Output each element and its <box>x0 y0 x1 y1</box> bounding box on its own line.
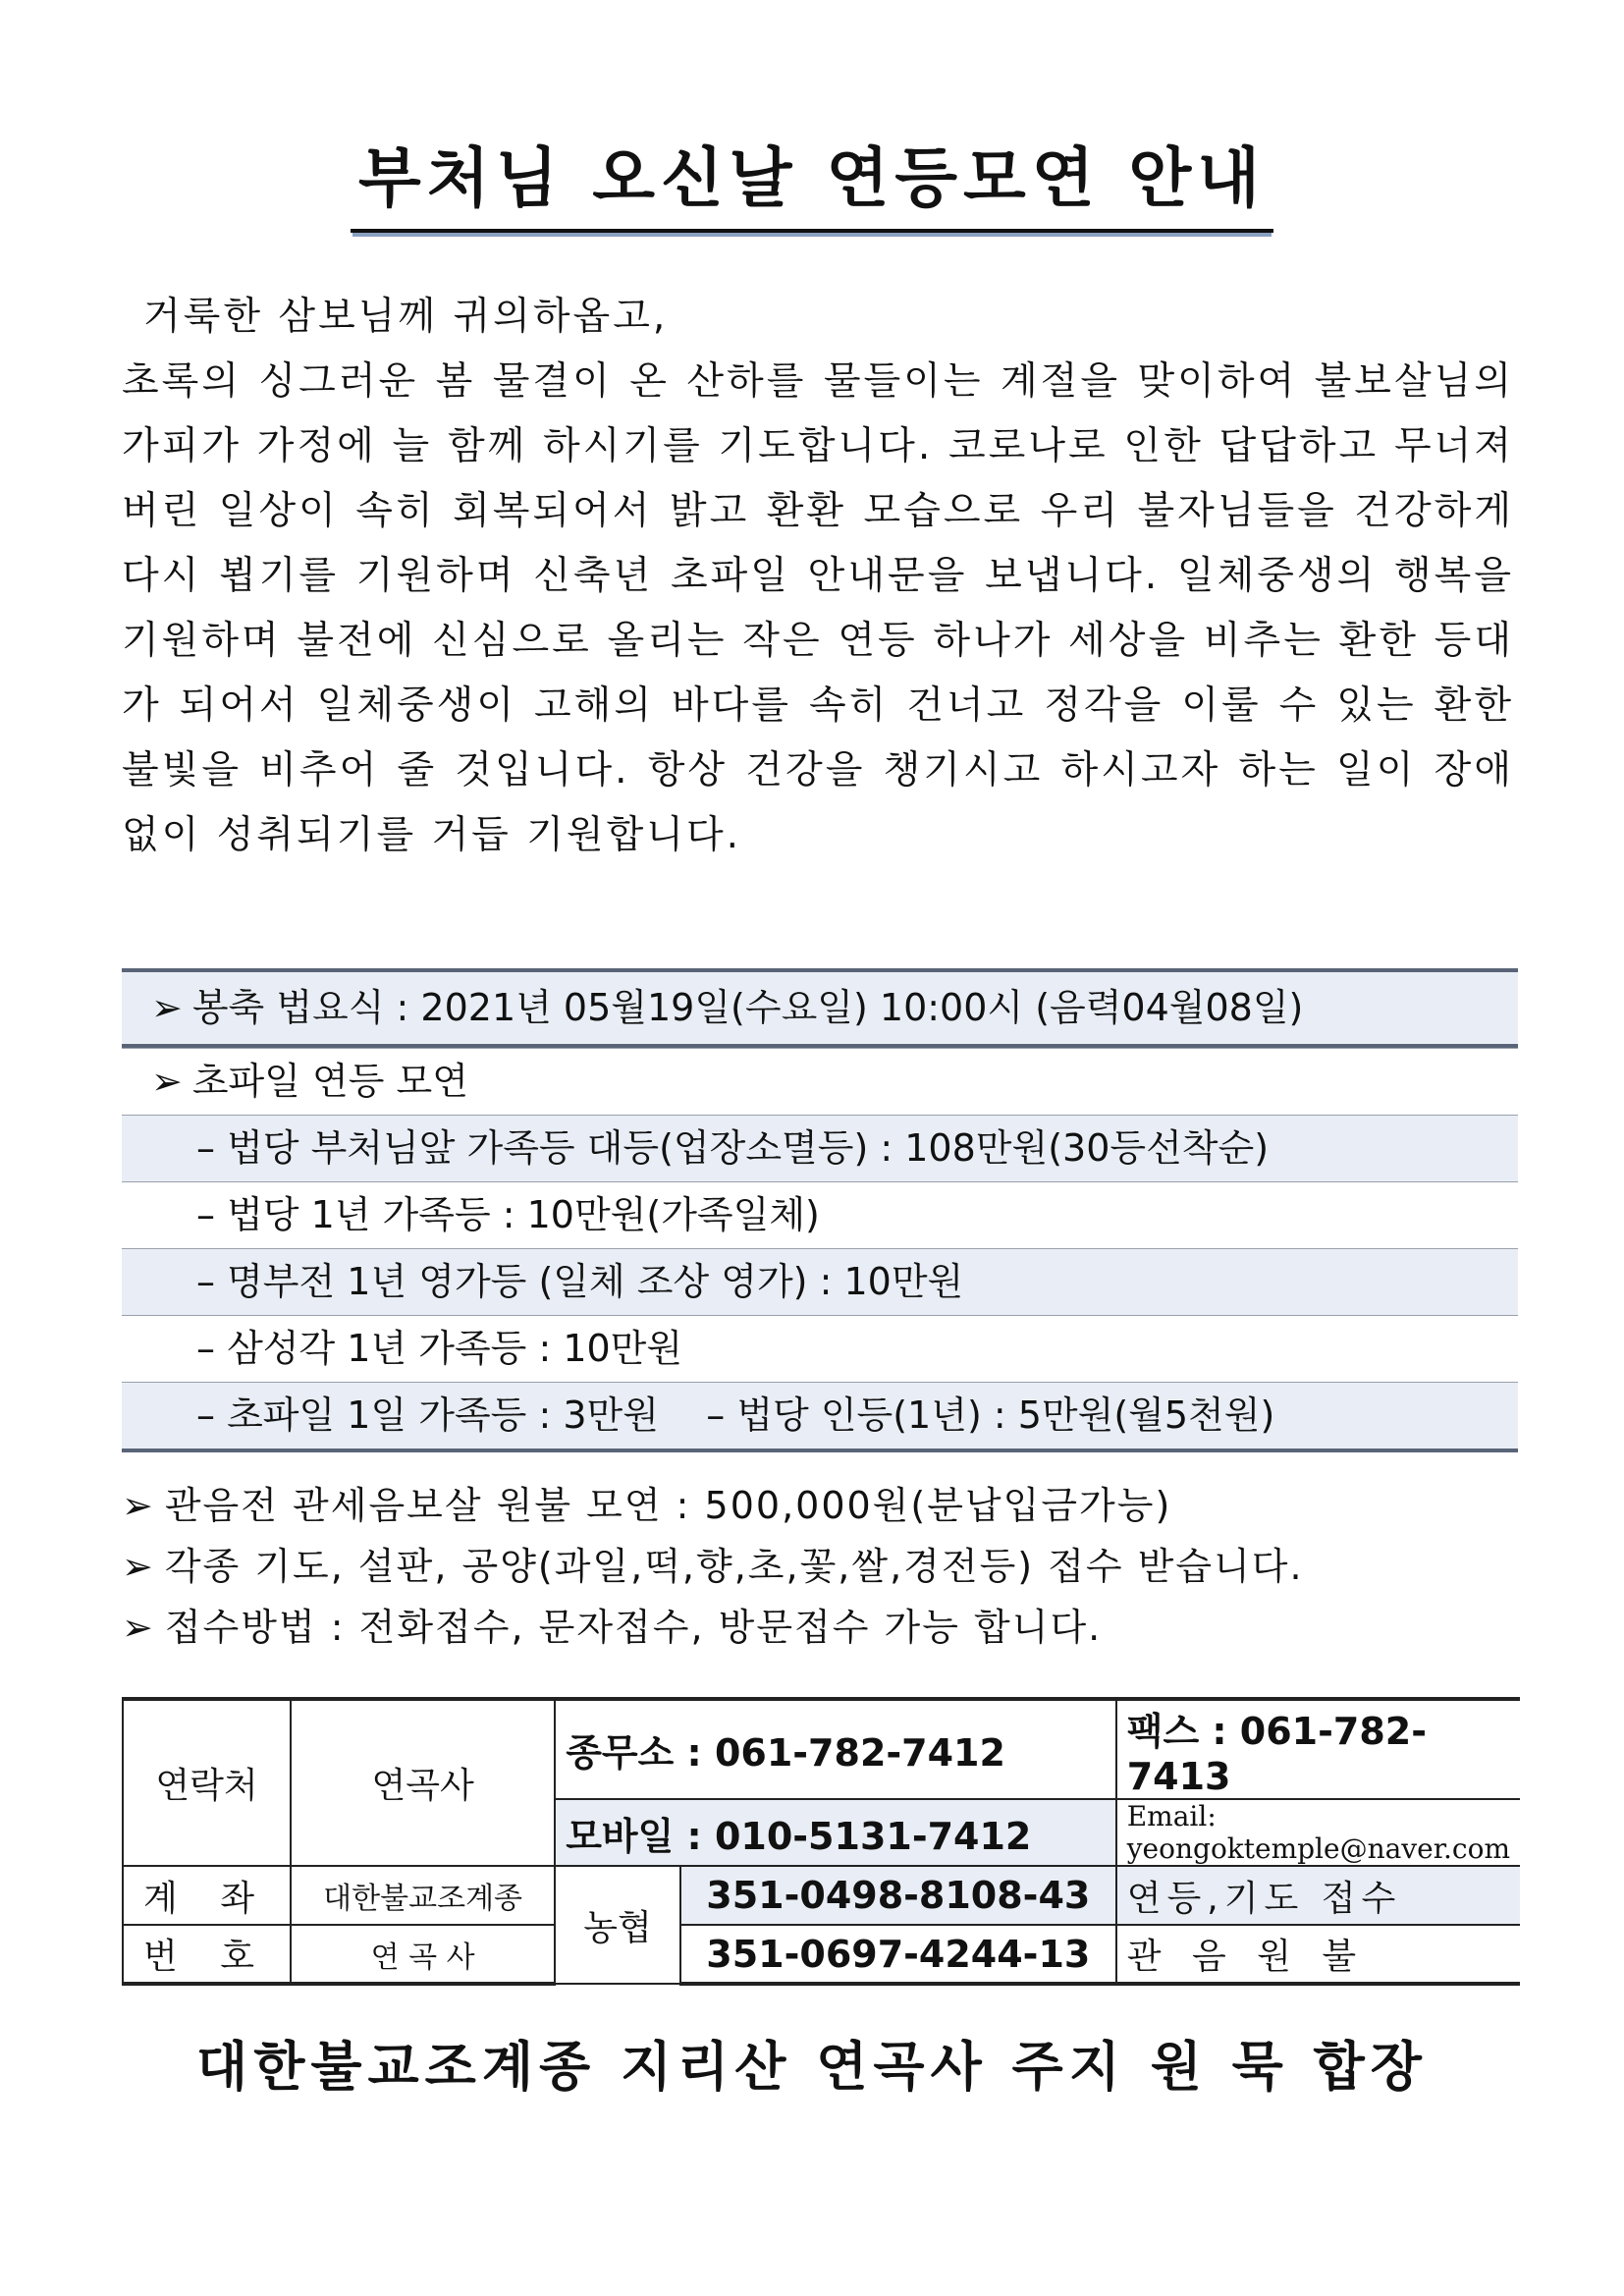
lantern-item: – 명부전 1년 영가등 (일체 조상 영가) : 10만원 <box>122 1248 1518 1315</box>
lantern-item: – 초파일 1일 가족등 : 3만원 – 법당 인등(1년) : 5만원(월5천원) <box>122 1382 1518 1449</box>
arrow-icon: ➢ <box>151 1060 183 1103</box>
body-text <box>122 285 1514 868</box>
lantern-item: – 법당 부처님앞 가족등 대등(업장소멸등) : 108만원(30등선착순) <box>122 1115 1518 1181</box>
account-purpose: 관 음 원 불 <box>1116 1925 1520 1984</box>
account-label: 번 호 <box>123 1925 291 1984</box>
arrow-icon: ➢ <box>122 1606 155 1649</box>
contact-org: 연곡사 <box>291 1699 555 1866</box>
lantern-item: – 법당 1년 가족등 : 10만원(가족일체) <box>122 1181 1518 1248</box>
account-number: 351-0498-8108-43 <box>680 1866 1116 1925</box>
arrow-icon: ➢ <box>151 986 183 1029</box>
extra-item: ➢ 접수방법 : 전화접수, 문자접수, 방문접수 가능 합니다. <box>122 1606 1103 1649</box>
body-paragraph: 초록의 싱그러운 봄 물결이 온 산하를 물들이는 계절을 맞이하여 불보살님의 가피가 가정에 늘 함께 하시기를 기도합니다. 코로나로 인한 답답하고 무너져버린 일상이 속히 회복되어서 밝고 환환 모습으로 우리 불자님들을 건강하게 다시 뵙기를 기원하며 신축년 초파일 안내문을 보냅니다. 일체중생의 행복을 기원하며 불전에 신심으로 올리는 작은 연등 하나가 세상을 비추는 환한 등대가 되어서 일체중생이 고해의 바다를 속히 건너고 정각을 이룰 수 있는 환한 불빛을 비추어 줄 것입니다. 항상 건강을 챙기시고 하시고자 하는 일이 장애 없이 성취되기를 거듭 기원합니다. <box>122 359 1514 857</box>
greeting: 거룩한 삼보님께 귀의하옵고, <box>143 295 669 339</box>
bank-name: 농협 <box>555 1866 680 1984</box>
contact-label: 연락처 <box>123 1699 291 1866</box>
arrow-icon: ➢ <box>122 1484 155 1527</box>
account-number: 351-0697-4244-13 <box>680 1925 1116 1984</box>
account-purpose: 연등,기도 접수 <box>1116 1866 1520 1925</box>
email: Email: yeongoktemple@naver.com <box>1116 1799 1520 1866</box>
footer-signature: 대한불교조계종 지리산 연곡사 주지 원 묵 합장 <box>196 2036 1428 2098</box>
lantern-item: – 삼성각 1년 가족등 : 10만원 <box>122 1315 1518 1382</box>
lantern-heading-row: ➢ 초파일 연등 모연 <box>122 1048 1518 1115</box>
extra-list <box>122 1475 1516 1658</box>
extra-item: ➢ 관음전 관세음보살 원불 모연 : 500,000원(분납입금가능) <box>122 1484 1172 1527</box>
account-holder: 대한불교조계종 <box>291 1866 555 1925</box>
contact-table <box>122 1697 1520 1986</box>
fax-number: 팩스 : 061-782-7413 <box>1116 1699 1520 1799</box>
ceremony-row: ➢ 봉축 법요식 : 2021년 05월19일(수요일) 10:00시 (음력04월08일) <box>122 972 1518 1048</box>
arrow-icon: ➢ <box>122 1545 155 1588</box>
schedule-box <box>122 968 1518 1452</box>
mobile-phone: 모바일 : 010-5131-7412 <box>555 1799 1116 1866</box>
account-label: 계 좌 <box>123 1866 291 1925</box>
page-title: 부처님 오신날 연등모연 안내 <box>0 126 1624 233</box>
office-phone: 종무소 : 061-782-7412 <box>555 1699 1116 1799</box>
account-holder: 연 곡 사 <box>291 1925 555 1984</box>
extra-item: ➢ 각종 기도, 설판, 공양(과일,떡,향,초,꽃,쌀,경전등) 접수 받습니다. <box>122 1545 1304 1588</box>
